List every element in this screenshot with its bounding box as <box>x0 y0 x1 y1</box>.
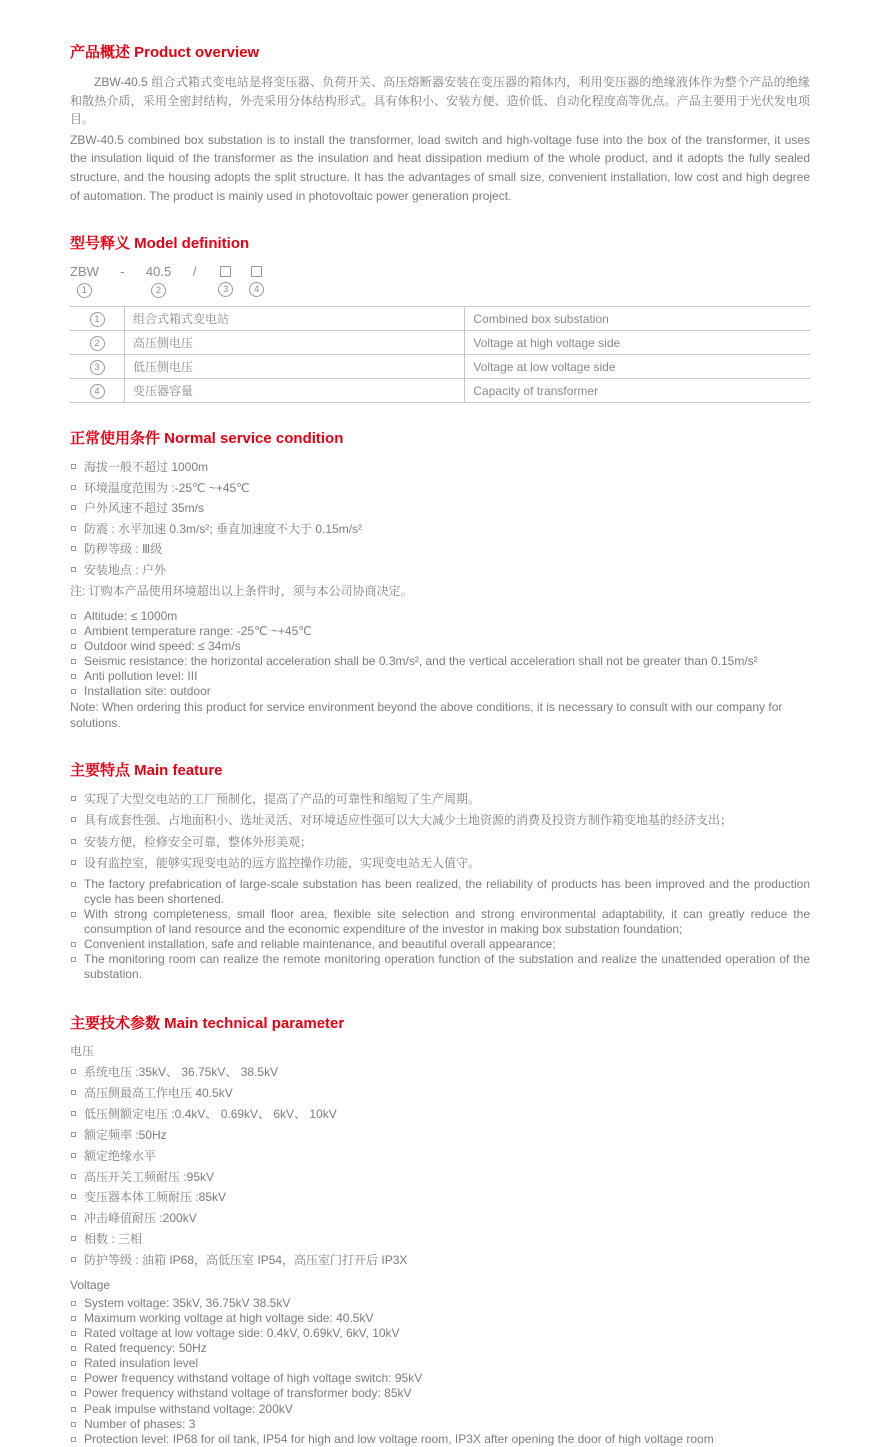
spacer <box>187 280 202 295</box>
service-list-en <box>70 609 810 700</box>
circled-number: 2 <box>90 336 105 351</box>
item-text: 防震 : 水平加速 0.3m/s²; 垂直加速度不大于 0.15m/s² <box>84 521 363 536</box>
list-item <box>70 791 810 807</box>
list-item <box>70 834 810 850</box>
table-cell-definition-cn: 高压侧电压 <box>125 331 465 355</box>
list-item <box>70 1311 810 1326</box>
item-text: Installation site: outdoor <box>84 684 211 699</box>
bullet-square-icon <box>71 659 76 664</box>
list-item <box>70 812 810 828</box>
bullet-square-icon <box>71 796 76 801</box>
list-item <box>70 1402 810 1417</box>
item-text: Number of phases: 3 <box>84 1416 196 1431</box>
model-code-part-dash <box>115 264 130 295</box>
section-technical-parameter <box>70 1015 810 1447</box>
list-item <box>70 1127 810 1143</box>
item-text: Rated frequency: 50Hz <box>84 1341 207 1356</box>
table-row <box>70 379 810 403</box>
model-code-text: / <box>192 264 197 280</box>
item-text: 防秽等级 : Ⅲ级 <box>84 542 163 557</box>
section-title-service-condition: 正常使用条件 Normal service condition <box>70 430 344 448</box>
bullet-square-icon <box>71 629 76 634</box>
item-text: 海拔一般不超过 1000m <box>84 460 209 475</box>
list-item <box>70 1356 810 1371</box>
bullet-square-icon <box>71 689 76 694</box>
item-text: 环境温度范围为 :-25℃ ~+45℃ <box>84 480 250 495</box>
list-item <box>70 1371 810 1386</box>
bullet-square-icon <box>71 912 76 917</box>
list-item <box>70 1417 810 1432</box>
section-main-feature <box>70 762 810 983</box>
section-product-overview <box>70 44 810 205</box>
list-item <box>70 624 810 639</box>
bullet-square-icon <box>71 644 76 649</box>
table-cell-definition-cn: 低压侧电压 <box>125 355 465 379</box>
placeholder-box-icon <box>251 266 262 277</box>
bullet-square-icon <box>71 1215 76 1220</box>
list-item <box>70 1085 810 1101</box>
item-text: 具有成套性强、占地面积小、选址灵活、对环境适应性强可以大大减少土地资源的消费及投资方制作箱变地基的经济支出； <box>84 813 733 828</box>
bullet-square-icon <box>71 526 76 531</box>
table-cell-number <box>70 331 125 355</box>
feature-list-cn <box>70 791 810 872</box>
item-text: Seismic resistance: the horizontal acceleration shall be 0.3m/s², and the vertical acceleration shall not be greater than 0.15m/s² <box>84 654 758 669</box>
section-title-main-feature: 主要特点 Main feature <box>70 761 223 779</box>
item-text: Rated insulation level <box>84 1356 199 1371</box>
list-item <box>70 1106 810 1122</box>
service-list-cn <box>70 459 810 578</box>
table-cell-definition-en: Capacity of transformer <box>465 379 810 403</box>
model-code-part-voltage <box>146 264 171 298</box>
bullet-square-icon <box>71 1301 76 1306</box>
bullet-square-icon <box>71 546 76 551</box>
bullet-square-icon <box>71 817 76 822</box>
service-note-cn: 注: 订购本产品使用环境超出以上条件时，须与本公司协商决定。 <box>70 583 413 598</box>
circled-number: 4 <box>90 384 105 399</box>
bullet-square-icon <box>71 1153 76 1158</box>
bullet-square-icon <box>71 1069 76 1074</box>
table-cell-definition-en: Voltage at high voltage side <box>465 331 810 355</box>
table-row <box>70 307 810 331</box>
list-item <box>70 654 810 669</box>
list-item <box>70 1064 810 1080</box>
item-text: Altitude: ≤ 1000m <box>84 608 178 623</box>
item-text: 额定绝缘水平 <box>84 1148 157 1163</box>
list-item <box>70 480 810 496</box>
circled-number: 1 <box>90 312 105 327</box>
section-title-model-definition: 型号释义 Model definition <box>70 235 250 253</box>
table-row <box>70 355 810 379</box>
param-list-en <box>70 1296 810 1447</box>
item-text: 变压器本体工频耐压 :85kV <box>84 1190 227 1205</box>
feature-list-en <box>70 877 810 983</box>
item-text: The monitoring room can realize the remote monitoring operation function of the substation and realize the unattended operation of the substation. <box>84 952 810 982</box>
list-item <box>70 1210 810 1226</box>
bullet-square-icon <box>71 1437 76 1442</box>
bullet-square-icon <box>71 464 76 469</box>
list-item <box>70 1189 810 1205</box>
bullet-square-icon <box>71 674 76 679</box>
item-text: Convenient installation, safe and reliable maintenance, and beautiful overall appearance; <box>84 937 556 952</box>
item-text: Anti pollution level: III <box>84 669 198 684</box>
model-code-text: ZBW <box>70 264 99 280</box>
bullet-square-icon <box>71 1376 76 1381</box>
circled-number: 3 <box>218 282 233 297</box>
item-text: 相数 : 三相 <box>84 1232 143 1247</box>
table-cell-definition-cn: 组合式箱式变电站 <box>125 307 465 331</box>
list-item <box>70 459 810 475</box>
item-text: Peak impulse withstand voltage: 200kV <box>84 1401 293 1416</box>
list-item <box>70 952 810 982</box>
item-text: 低压侧额定电压 :0.4kV、 0.69kV、 6kV、 10kV <box>84 1106 337 1121</box>
item-text: Maximum working voltage at high voltage side: 40.5kV <box>84 1310 374 1325</box>
list-item <box>70 500 810 516</box>
item-text: Ambient temperature range: -25℃ ~+45℃ <box>84 623 312 638</box>
table-cell-number <box>70 307 125 331</box>
section-model-definition <box>70 235 810 403</box>
list-item <box>70 937 810 952</box>
list-item <box>70 877 810 907</box>
param-subtitle-en: Voltage <box>70 1278 111 1293</box>
table-cell-number <box>70 355 125 379</box>
list-item <box>70 1432 810 1447</box>
list-item <box>70 1231 810 1247</box>
bullet-square-icon <box>71 1111 76 1116</box>
list-item <box>70 541 810 557</box>
placeholder-box-icon <box>220 266 231 277</box>
bullet-square-icon <box>71 1316 76 1321</box>
param-subtitle-cn: 电压 <box>70 1043 95 1058</box>
model-code-text: - <box>120 264 125 280</box>
bullet-square-icon <box>71 1422 76 1427</box>
service-note-en: Note: When ordering this product for service environment beyond the above conditions, it is necessary to consult with our company for solutions. <box>70 700 783 731</box>
list-item <box>70 684 810 699</box>
model-code-part-series <box>70 264 99 298</box>
bullet-square-icon <box>71 1346 76 1351</box>
item-text: 高压侧最高工作电压 40.5kV <box>84 1086 233 1101</box>
bullet-square-icon <box>71 839 76 844</box>
bullet-square-icon <box>71 1132 76 1137</box>
circled-number: 3 <box>90 360 105 375</box>
bullet-square-icon <box>71 1194 76 1199</box>
bullet-square-icon <box>71 1090 76 1095</box>
list-item <box>70 1169 810 1185</box>
bullet-square-icon <box>71 1236 76 1241</box>
bullet-square-icon <box>71 860 76 865</box>
item-text: Power frequency withstand voltage of high voltage switch: 95kV <box>84 1371 423 1386</box>
section-service-condition <box>70 430 810 731</box>
item-text: The factory prefabrication of large-scale substation has been realized, the reliability of products has been improved and the production cycle has been shortened. <box>84 876 810 906</box>
list-item <box>70 609 810 624</box>
list-item <box>70 639 810 654</box>
item-text: With strong completeness, small floor area, flexible site selection and strong environmental adaptability, it can greatly reduce the consumption of land resource and the economic expenditure of the investor in making box substation foundation; <box>84 907 810 937</box>
circled-number: 1 <box>77 283 92 298</box>
item-text: Protection level: IP68 for oil tank, IP54 for high and low voltage room, IP3X after opening the door of high voltage room <box>84 1431 714 1446</box>
model-code-part-slash <box>187 264 202 295</box>
bullet-square-icon <box>71 1391 76 1396</box>
list-item <box>70 855 810 871</box>
item-text: Outdoor wind speed: ≤ 34m/s <box>84 638 241 653</box>
circled-number: 4 <box>249 282 264 297</box>
bullet-square-icon <box>71 567 76 572</box>
list-item <box>70 669 810 684</box>
model-code-line <box>70 264 810 298</box>
table-cell-number <box>70 379 125 403</box>
list-item <box>70 521 810 537</box>
list-item <box>70 1326 810 1341</box>
item-text: 系统电压 :35kV、 36.75kV、 38.5kV <box>84 1065 279 1080</box>
bullet-square-icon <box>71 485 76 490</box>
circled-number: 2 <box>151 283 166 298</box>
model-definition-table <box>70 306 810 403</box>
item-text: Power frequency withstand voltage of transformer body: 85kV <box>84 1386 412 1401</box>
section-title-product-overview: 产品概述 Product overview <box>70 44 260 61</box>
bullet-square-icon <box>71 505 76 510</box>
section-title-technical-parameter: 主要技术参数 Main technical parameter <box>70 1014 345 1032</box>
spacer <box>115 280 130 295</box>
bullet-square-icon <box>71 1257 76 1262</box>
overview-paragraph-en: ZBW-40.5 combined box substation is to install the transformer, load switch and high-voltage fuse into the box of the transformer, it uses the insulation liquid of the transformer as the insulation and heat dissipation medium of the whole product, and it adopts the fully sealed structure, and the housing adopts the split structure. It has the advantages of small size, convenient installation, low cost and high degree of automation. The product is mainly used in photovoltaic power generation project. <box>70 132 810 203</box>
bullet-square-icon <box>71 1361 76 1366</box>
item-text: 户外风速不超过 35m/s <box>84 501 205 516</box>
item-text: System voltage: 35kV, 36.75kV 38.5kV <box>84 1295 291 1310</box>
model-code-part-box-3 <box>218 264 233 297</box>
table-row <box>70 331 810 355</box>
param-list-cn <box>70 1064 810 1268</box>
item-text: 高压开关工频耐压 :95kV <box>84 1169 215 1184</box>
list-item <box>70 562 810 578</box>
list-item <box>70 1252 810 1268</box>
list-item <box>70 1341 810 1356</box>
list-item <box>70 1386 810 1401</box>
item-text: 实现了大型交电站的工厂预制化，提高了产品的可靠性和缩短了生产周期。 <box>84 791 481 806</box>
list-item <box>70 1148 810 1164</box>
bullet-square-icon <box>71 1331 76 1336</box>
item-text: 安装方便，检修安全可靠，整体外形美观； <box>84 834 313 849</box>
bullet-square-icon <box>71 614 76 619</box>
item-text: 安装地点 : 户外 <box>84 563 167 578</box>
bullet-square-icon <box>71 957 76 962</box>
list-item <box>70 907 810 937</box>
item-text: Rated voltage at low voltage side: 0.4kV, 0.69kV, 6kV, 10kV <box>84 1325 400 1340</box>
item-text: 设有监控室，能够实现变电站的远方监控操作功能，实现变电站无人值守。 <box>84 856 481 871</box>
overview-paragraph-cn: ZBW-40.5 组合式箱式变电站是将变压器、负荷开关、高压熔断器安装在变压器的箱体内，利用变压器的绝缘液体作为整个产品的绝缘和散热介质，采用全密封结构，外壳采用分体结构形式。具有体积小、安装方便、造价低、自动化程度高等优点。产品主要用于光伏发电项目。 <box>70 75 810 127</box>
bullet-square-icon <box>71 882 76 887</box>
bullet-square-icon <box>71 1174 76 1179</box>
table-cell-definition-en: Voltage at low voltage side <box>465 355 810 379</box>
bullet-square-icon <box>71 942 76 947</box>
model-code-text: 40.5 <box>145 264 172 280</box>
list-item <box>70 1296 810 1311</box>
table-cell-definition-en: Combined box substation <box>465 307 810 331</box>
model-code-part-box-4 <box>249 264 264 297</box>
bullet-square-icon <box>71 1407 76 1412</box>
table-cell-definition-cn: 变压器容量 <box>125 379 465 403</box>
item-text: 防护等级 : 油箱 IP68，高低压室 IP54，高压室门打开后 IP3X <box>84 1253 408 1268</box>
item-text: 额定频率 :50Hz <box>84 1127 167 1142</box>
item-text: 冲击峰值耐压 :200kV <box>84 1211 197 1226</box>
